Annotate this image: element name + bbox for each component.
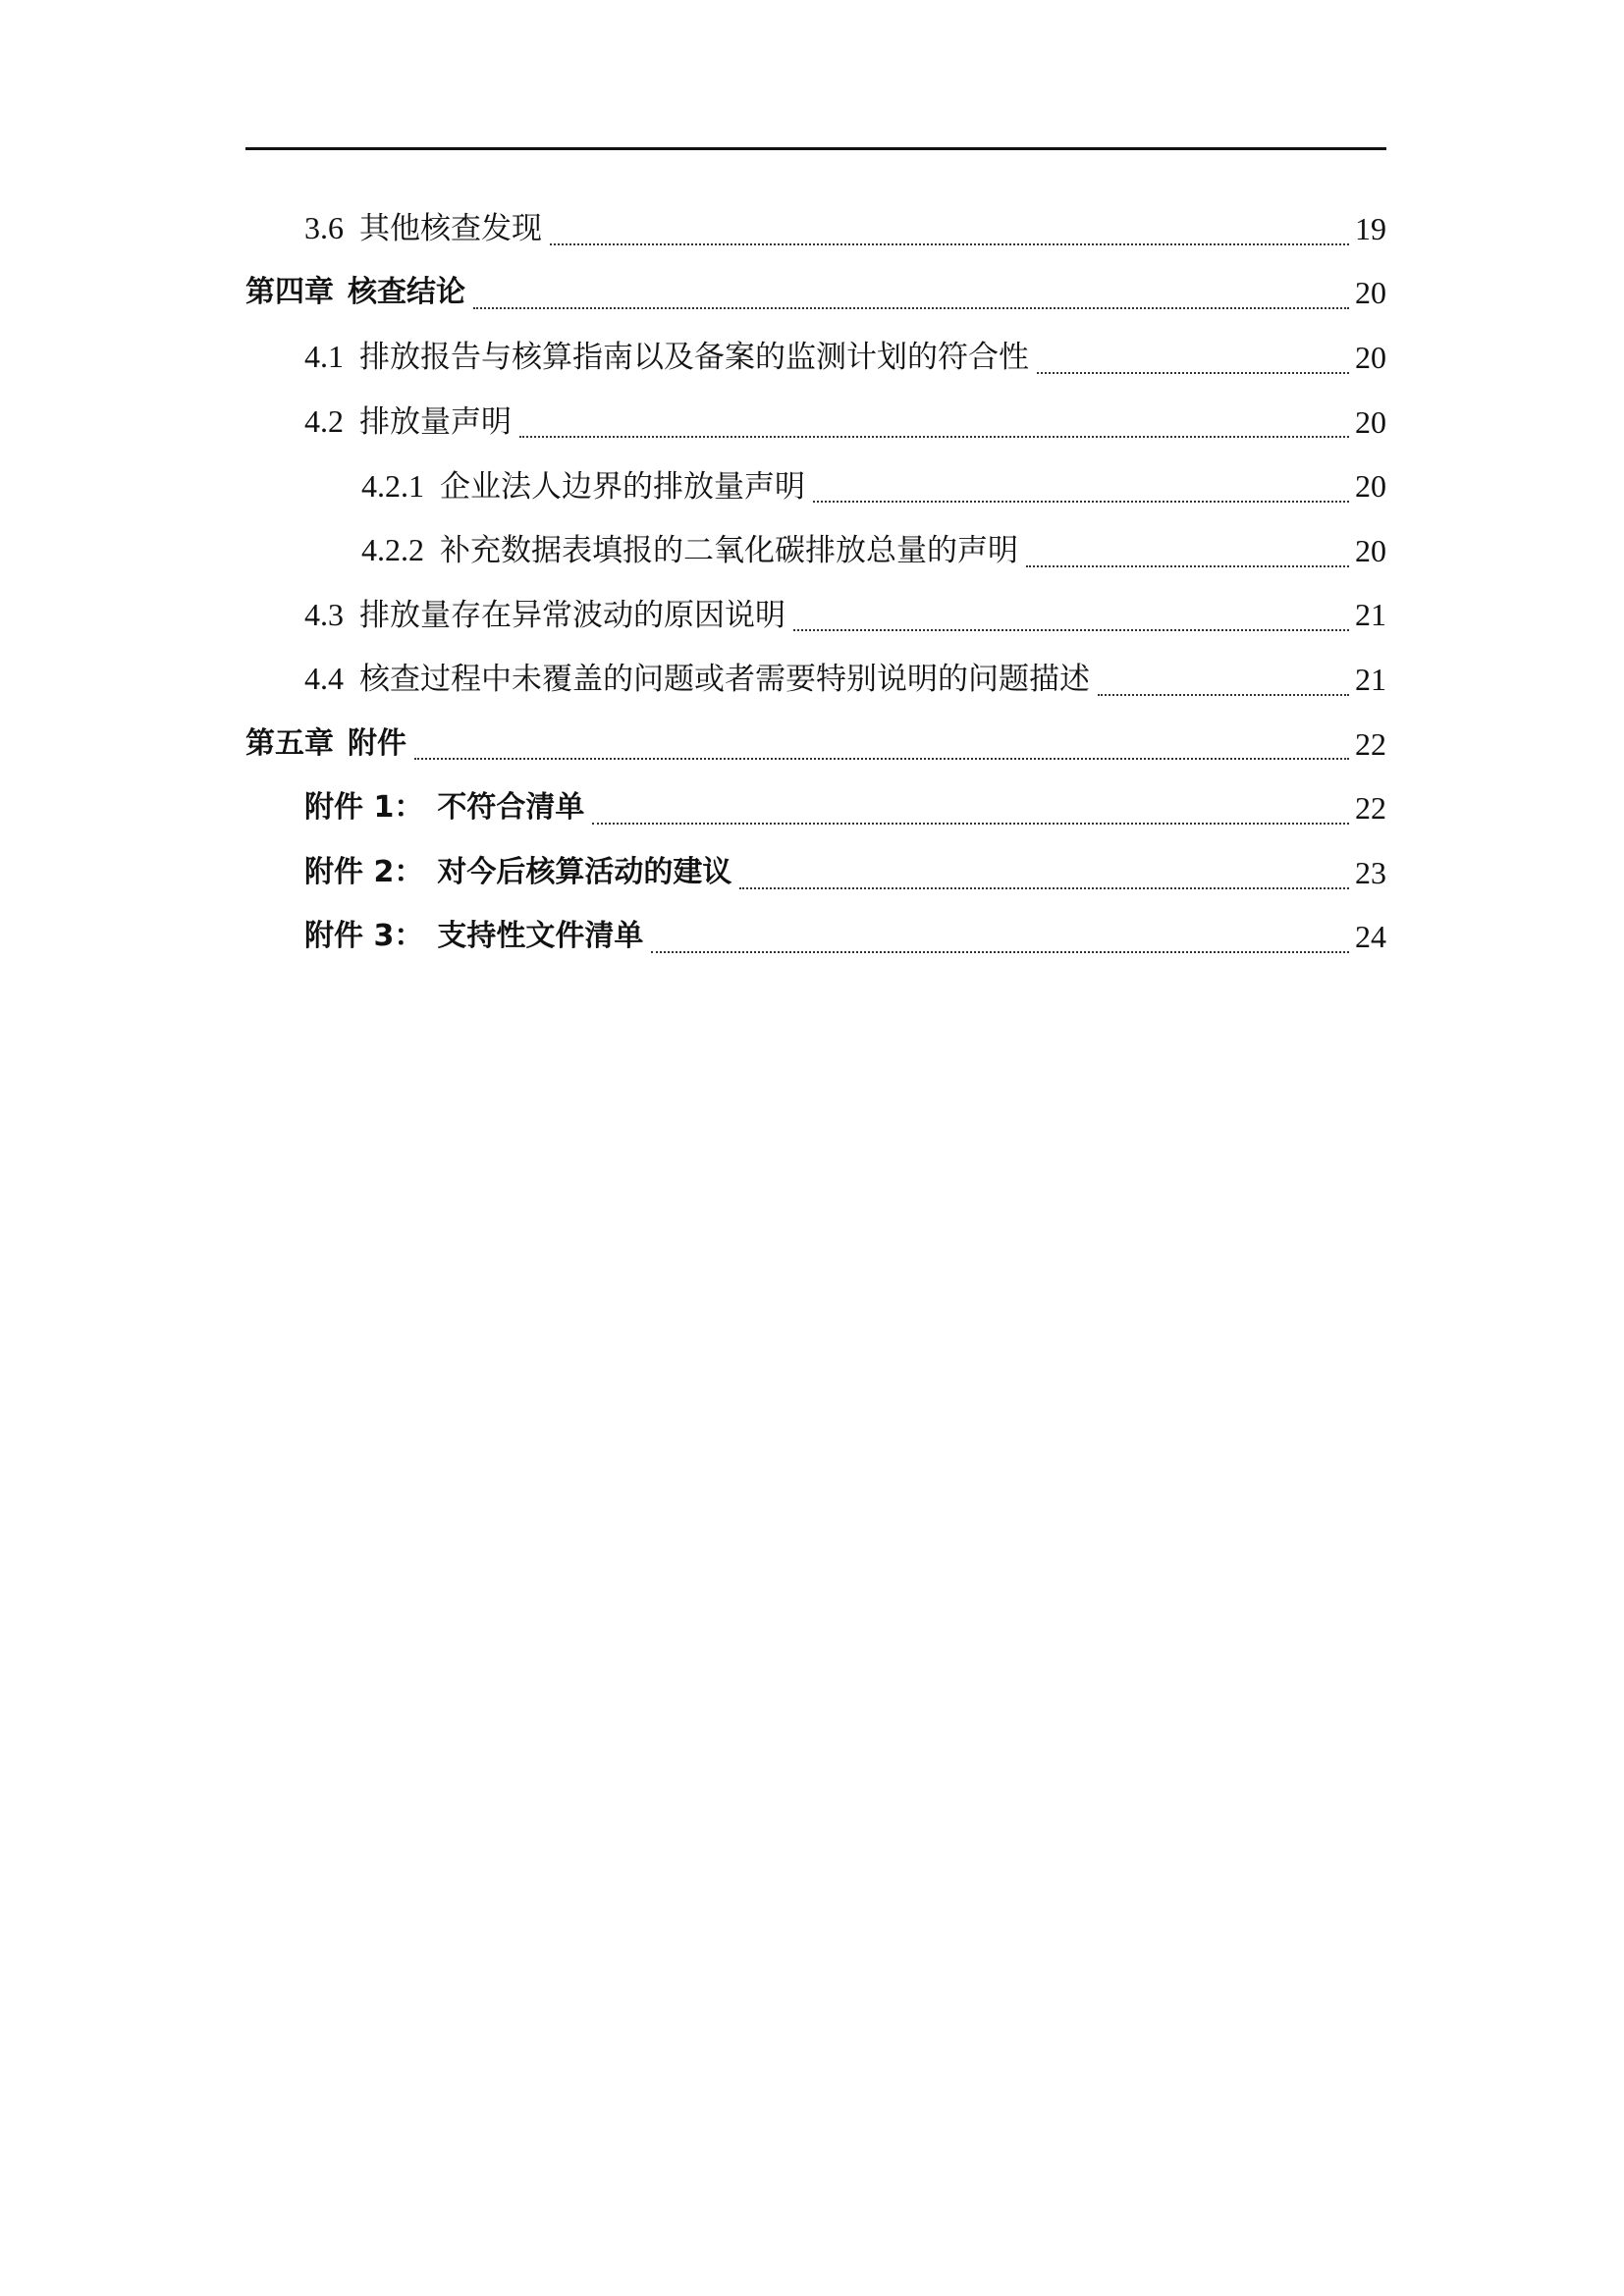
toc-entry-4-4[interactable] xyxy=(245,647,1386,712)
dot-leader xyxy=(1026,565,1349,567)
dot-leader xyxy=(550,243,1349,245)
toc-entry-page: 20 xyxy=(1355,275,1386,311)
dot-leader xyxy=(1098,694,1349,696)
toc-entry-chapter-4[interactable] xyxy=(245,261,1386,326)
dot-leader xyxy=(1037,372,1349,374)
toc-entry-page: 24 xyxy=(1355,919,1386,955)
toc-entry-3-6[interactable] xyxy=(245,196,1386,261)
toc-entry-page: 20 xyxy=(1355,468,1386,505)
toc-entry-title: 不符合清单 xyxy=(437,790,585,826)
toc-entry-page: 23 xyxy=(1355,854,1386,890)
dot-leader xyxy=(414,758,1349,760)
dot-leader xyxy=(519,436,1349,438)
dot-leader xyxy=(473,307,1349,309)
toc-entry-title: 排放量存在异常波动的原因说明 xyxy=(359,597,785,633)
toc-entry-page: 19 xyxy=(1355,210,1386,246)
toc-entry-number: 4.4 xyxy=(304,661,344,697)
toc-entry-page: 21 xyxy=(1355,661,1386,697)
toc-entry-4-2-2[interactable] xyxy=(245,518,1386,583)
dot-leader xyxy=(793,629,1349,631)
toc-entry-page: 22 xyxy=(1355,725,1386,762)
toc-entry-title: 附件 xyxy=(348,725,406,761)
dot-leader xyxy=(651,951,1349,953)
toc-entry-title: 其他核查发现 xyxy=(359,211,542,247)
toc-entry-4-2[interactable] xyxy=(245,390,1386,454)
toc-entry-4-3[interactable] xyxy=(245,583,1386,648)
toc-entry-4-2-1[interactable] xyxy=(245,454,1386,518)
toc-entry-page: 21 xyxy=(1355,597,1386,633)
toc-entry-page: 20 xyxy=(1355,532,1386,568)
dot-leader xyxy=(813,501,1349,503)
toc-entry-number: 4.2 xyxy=(304,403,344,440)
toc-entry-title: 企业法人边界的排放量声明 xyxy=(440,468,805,505)
dot-leader xyxy=(739,887,1349,889)
toc-entry-appendix-1[interactable] xyxy=(245,775,1386,840)
toc-entry-number: 4.2.1 xyxy=(361,467,424,504)
toc-entry-page: 22 xyxy=(1355,790,1386,827)
toc-entry-number: 第四章 xyxy=(245,275,334,310)
toc-entry-number: 附件 3： xyxy=(304,919,424,954)
toc-entry-title: 补充数据表填报的二氧化碳排放总量的声明 xyxy=(440,533,1018,569)
toc-entry-chapter-5[interactable] xyxy=(245,712,1386,776)
toc-entry-number: 第五章 xyxy=(245,725,334,761)
toc-entry-appendix-2[interactable] xyxy=(245,840,1386,905)
toc-entry-number: 4.3 xyxy=(304,596,344,632)
table-of-contents xyxy=(245,196,1386,969)
toc-entry-page: 20 xyxy=(1355,339,1386,375)
toc-entry-title: 核查结论 xyxy=(348,275,465,310)
toc-entry-number: 附件 2： xyxy=(304,854,424,889)
toc-entry-page: 20 xyxy=(1355,403,1386,440)
toc-entry-title: 排放报告与核算指南以及备案的监测计划的符合性 xyxy=(359,340,1029,376)
toc-entry-title: 对今后核算活动的建议 xyxy=(437,854,732,889)
toc-entry-title: 核查过程中未覆盖的问题或者需要特别说明的问题描述 xyxy=(359,662,1090,698)
toc-entry-4-1[interactable] xyxy=(245,325,1386,390)
toc-entry-number: 附件 1： xyxy=(304,790,424,826)
header-rule xyxy=(245,147,1386,150)
toc-entry-number: 4.1 xyxy=(304,339,344,375)
toc-entry-number: 4.2.2 xyxy=(361,532,424,568)
toc-entry-title: 排放量声明 xyxy=(359,404,512,441)
toc-entry-title: 支持性文件清单 xyxy=(437,919,644,954)
dot-leader xyxy=(592,823,1349,825)
toc-entry-number: 3.6 xyxy=(304,210,344,246)
toc-entry-appendix-3[interactable] xyxy=(245,905,1386,970)
